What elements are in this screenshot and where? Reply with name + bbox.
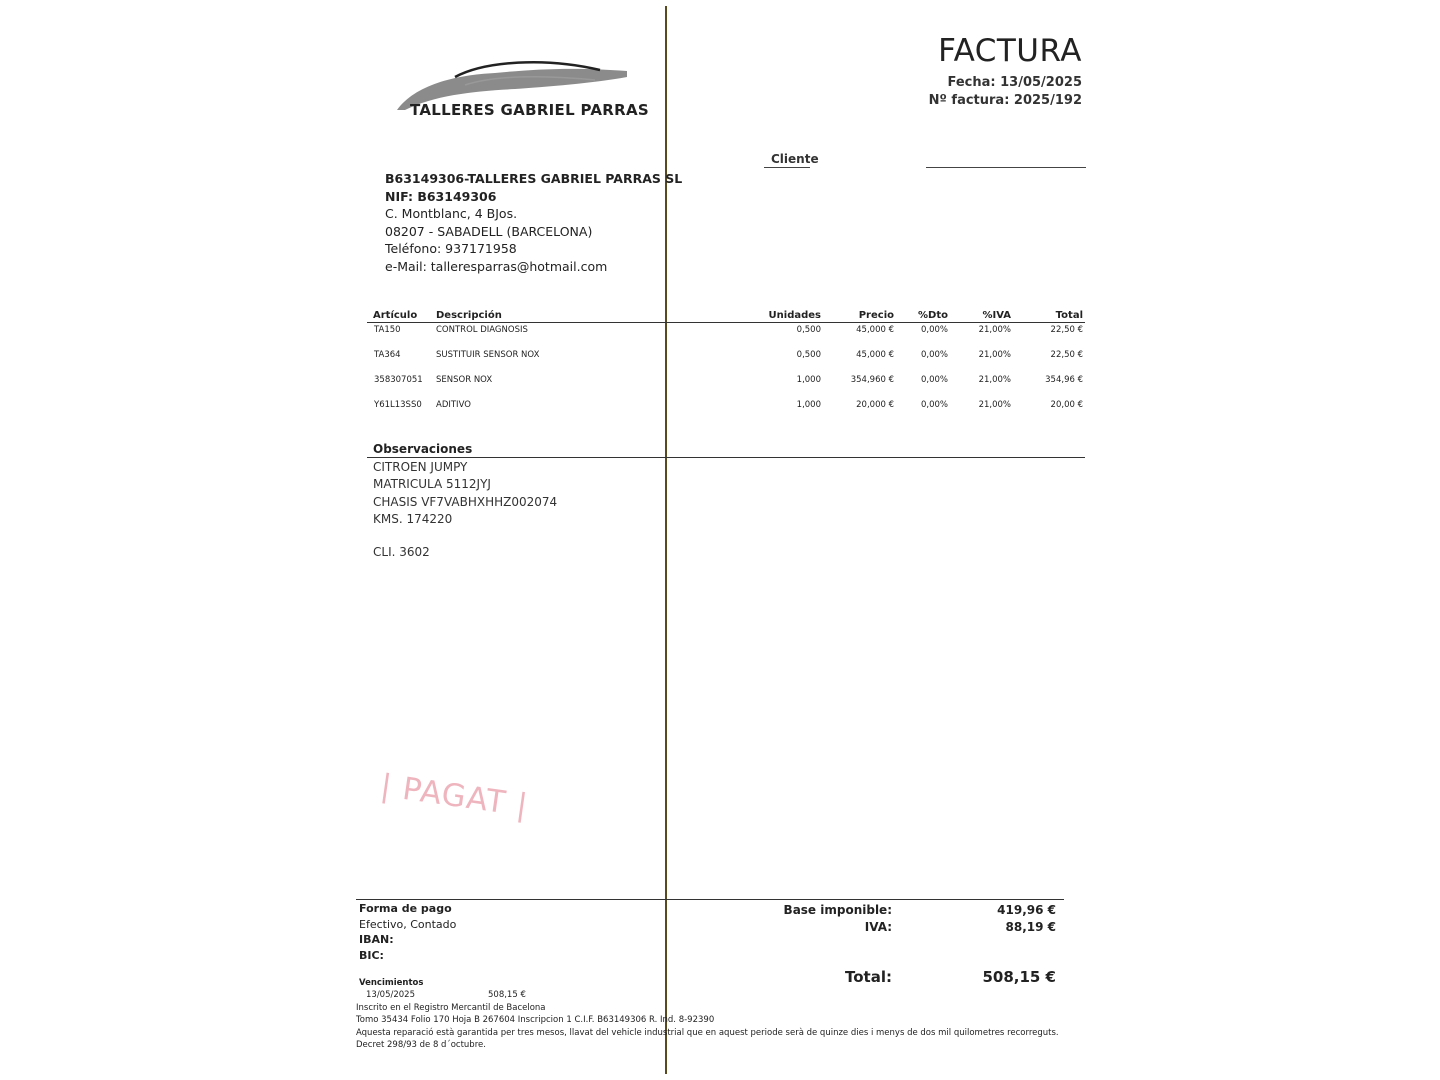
observation-line: CITROEN JUMPY bbox=[373, 460, 468, 474]
cell-units: 0,500 bbox=[796, 350, 821, 360]
cell-price: 45,000 € bbox=[856, 350, 894, 360]
cell-total: 20,00 € bbox=[1050, 400, 1083, 410]
legal-line-1: Inscrito en el Registro Mercantil de Bacelona bbox=[356, 1003, 546, 1013]
cell-total: 22,50 € bbox=[1050, 350, 1083, 360]
paid-stamp: | PAGAT | bbox=[378, 767, 531, 825]
cell-description: CONTROL DIAGNOSIS bbox=[436, 325, 528, 335]
observations-block bbox=[373, 459, 557, 528]
cell-vat: 21,00% bbox=[978, 350, 1011, 360]
cell-description: SUSTITUIR SENSOR NOX bbox=[436, 350, 540, 360]
payment-title: Forma de pago bbox=[359, 902, 452, 915]
due-title: Vencimientos bbox=[359, 978, 424, 988]
client-code: CLI. 3602 bbox=[373, 545, 430, 559]
due-amount: 508,15 € bbox=[488, 990, 526, 1000]
cell-discount: 0,00% bbox=[920, 325, 948, 335]
cell-discount: 0,00% bbox=[920, 375, 948, 385]
company-address: C. Montblanc, 4 BJos. bbox=[385, 206, 518, 221]
base-label: Base imponible: bbox=[783, 903, 892, 917]
cell-article: TA364 bbox=[374, 350, 401, 360]
cell-article: 358307051 bbox=[374, 375, 423, 385]
legal-line-2: Tomo 35434 Folio 170 Hoja B 267604 Inscripcion 1 C.I.F. B63149306 R. Ind. 8-92390 bbox=[356, 1015, 715, 1025]
observations-rule bbox=[367, 457, 1085, 458]
payment-block bbox=[359, 901, 456, 963]
legal-line-4: Decret 298/93 de 8 d´octubre. bbox=[356, 1040, 486, 1050]
base-value: 419,96 € bbox=[997, 903, 1056, 917]
cell-article: Y61L13SS0 bbox=[374, 400, 422, 410]
cell-article: TA150 bbox=[374, 325, 401, 335]
invoice-title: FACTURA bbox=[938, 33, 1082, 69]
payment-bic: BIC: bbox=[359, 948, 384, 962]
cell-discount: 0,00% bbox=[920, 400, 948, 410]
footer-rule bbox=[356, 899, 1064, 900]
logo-text: TALLERES GABRIEL PARRAS bbox=[410, 101, 650, 119]
vat-label: IVA: bbox=[864, 920, 892, 934]
company-block bbox=[385, 170, 682, 275]
col-discount: %Dto bbox=[918, 310, 948, 321]
col-units: Unidades bbox=[768, 310, 821, 321]
client-label: Cliente bbox=[771, 152, 819, 166]
col-description: Descripción bbox=[436, 310, 502, 321]
vat-value: 88,19 € bbox=[1005, 920, 1056, 934]
company-nif: NIF: B63149306 bbox=[385, 188, 497, 204]
col-total: Total bbox=[1055, 310, 1083, 321]
cell-vat: 21,00% bbox=[978, 375, 1011, 385]
col-price: Precio bbox=[858, 310, 894, 321]
scan-fold-line bbox=[665, 6, 667, 1074]
legal-line-3: Aquesta reparació està garantida per tres mesos, llavat del vehicle industrial que en aquest periode serà de quinze dies i menys de dos mil quilometres recorreguts. bbox=[356, 1028, 1059, 1038]
cell-units: 1,000 bbox=[796, 375, 821, 385]
cell-total: 22,50 € bbox=[1050, 325, 1083, 335]
company-phone: Teléfono: 937171958 bbox=[385, 241, 517, 256]
cell-price: 45,000 € bbox=[856, 325, 894, 335]
total-label: Total: bbox=[845, 968, 892, 986]
invoice-number: Nº factura: 2025/192 bbox=[928, 93, 1082, 108]
col-vat: %IVA bbox=[982, 310, 1011, 321]
company-city: 08207 - SABADELL (BARCELONA) bbox=[385, 223, 593, 239]
cell-vat: 21,00% bbox=[978, 325, 1011, 335]
client-underline bbox=[764, 167, 810, 168]
company-name: B63149306-TALLERES GABRIEL PARRAS SL bbox=[385, 171, 683, 186]
table-header-rule bbox=[367, 322, 1085, 323]
company-email: e-Mail: talleresparras@hotmail.com bbox=[385, 258, 608, 274]
client-underline-right bbox=[926, 167, 1086, 168]
invoice-date: Fecha: 13/05/2025 bbox=[947, 75, 1082, 90]
cell-total: 354,96 € bbox=[1045, 375, 1083, 385]
observation-line: KMS. 174220 bbox=[373, 511, 453, 526]
observations-title: Observaciones bbox=[373, 442, 473, 456]
due-date: 13/05/2025 bbox=[366, 990, 415, 1000]
cell-description: ADITIVO bbox=[436, 400, 471, 410]
cell-price: 20,000 € bbox=[856, 400, 894, 410]
observation-line: CHASIS VF7VABHXHHZ002074 bbox=[373, 494, 558, 509]
cell-description: SENSOR NOX bbox=[436, 375, 493, 385]
cell-price: 354,960 € bbox=[850, 375, 894, 385]
col-article: Artículo bbox=[373, 310, 418, 321]
payment-iban: IBAN: bbox=[359, 933, 394, 946]
cell-discount: 0,00% bbox=[920, 350, 948, 360]
cell-vat: 21,00% bbox=[978, 400, 1011, 410]
cell-units: 1,000 bbox=[796, 400, 821, 410]
cell-units: 0,500 bbox=[796, 325, 821, 335]
payment-method: Efectivo, Contado bbox=[359, 917, 457, 931]
observation-line: MATRICULA 5112JYJ bbox=[373, 477, 491, 492]
total-value: 508,15 € bbox=[982, 968, 1056, 986]
